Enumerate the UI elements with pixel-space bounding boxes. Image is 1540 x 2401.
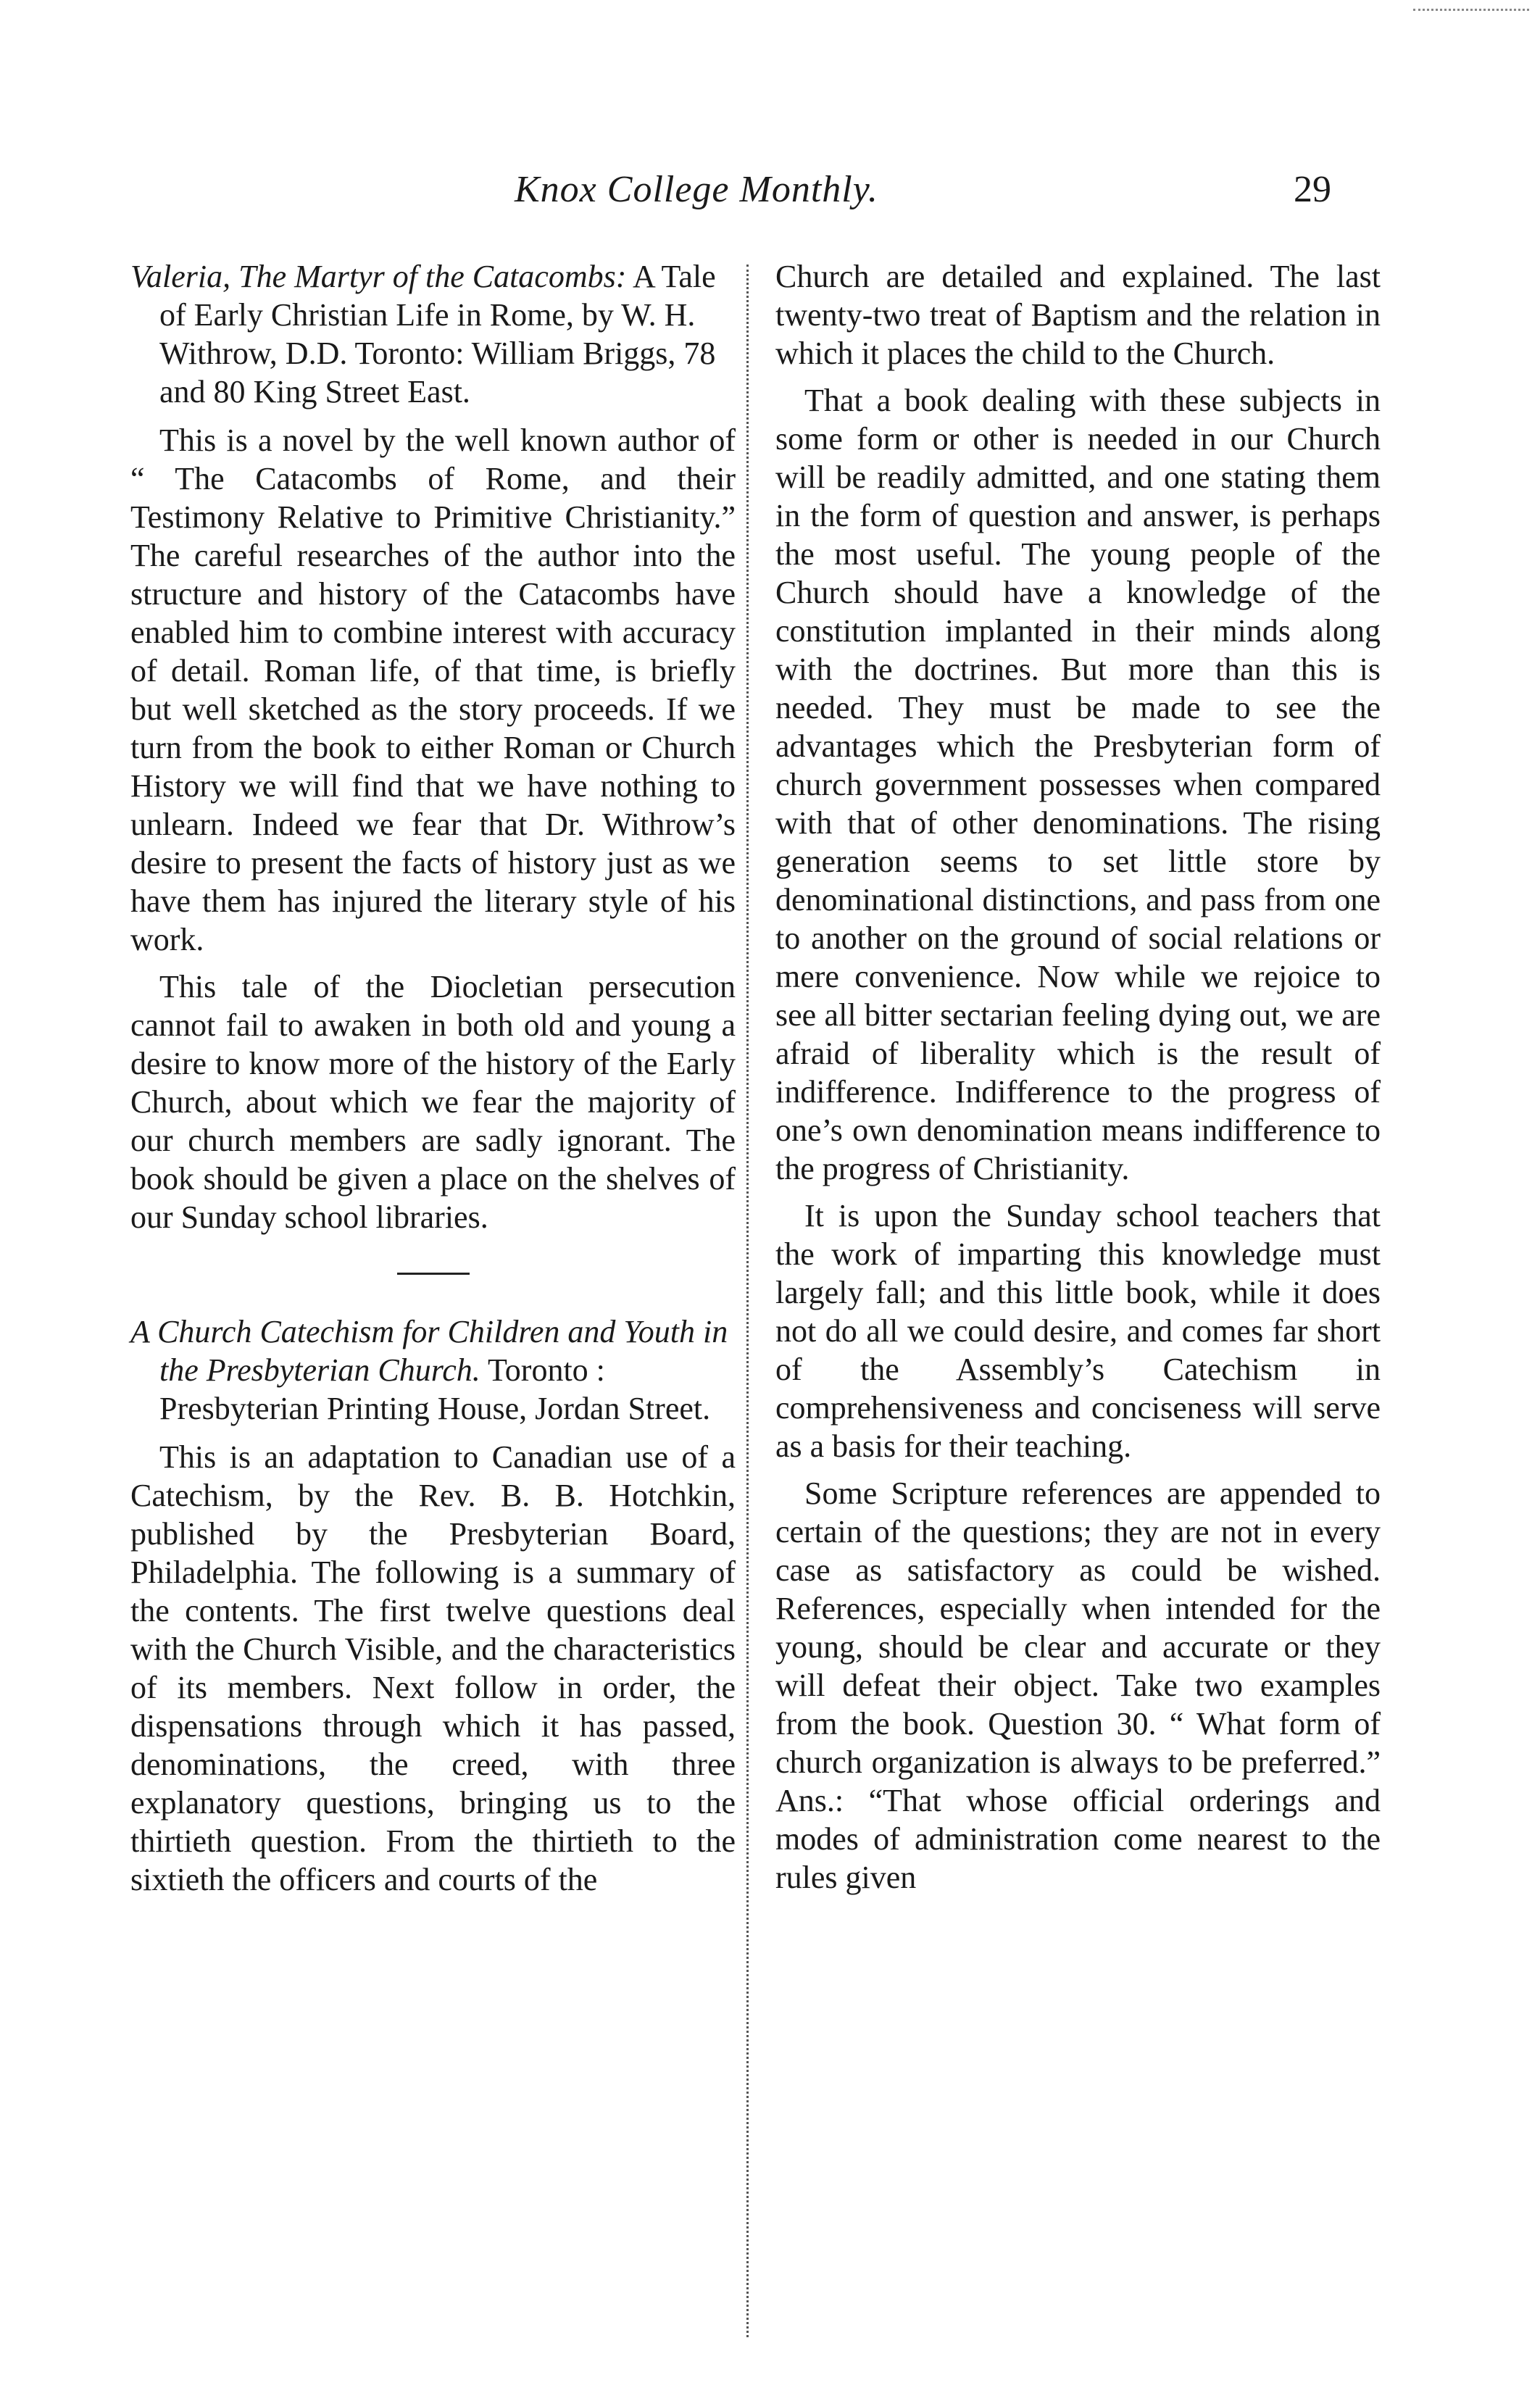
paragraph: This is a novel by the well known author of “ The Catacombs of Rome, and their Testimony Relative to Primitive Christianity.” The careful researches of the author into the structure and history of the Catacombs have enabled him to combine interest with accuracy of detail. Roman life, of that time, is briefly but well sketched as the story proceeds. If we turn from the book to either Roman or Church History we will find that we have nothing to unlearn. Indeed we fear that Dr. Withrow’s desire to present the facts of history just as we have them has injured the literary style of his work. xyxy=(130,423,736,957)
paragraph: This is an adaptation to Canadian use of a Catechism, by the Rev. B. B. Hotchkin, published by the Presbyterian Board, Philadelphia. The following is a summary of the contents. The first twelve questions deal with the Church Visible, and the characteristics of its members. Next follow in order, the dispensations through which it has passed, denominations, the creed, with three explanatory questions, bringing us to the thirtieth question. From the thirtieth to the sixtieth the officers and courts of the xyxy=(130,1439,736,1897)
review-heading-valeria xyxy=(130,257,736,411)
page-number: 29 xyxy=(1294,169,1331,210)
left-column xyxy=(130,257,736,1907)
scan-artifact xyxy=(1413,9,1529,14)
book-details-valeria: A Tale of Early Christian Life in Rome, by W. H. Withrow, D.D. Toronto: William Briggs, 78 and 80 King Street East. xyxy=(159,259,716,409)
section-divider xyxy=(397,1273,470,1275)
running-title: Knox College Monthly. xyxy=(515,169,878,210)
review-heading-catechism xyxy=(130,1312,736,1428)
right-column xyxy=(775,257,1381,1905)
paragraph: This tale of the Diocletian persecution cannot fail to awaken in both old and young a desire to know more of the history of the Early Church, about which we fear the majority of our church members are sadly ignorant. The book should be given a place on the shelves of our Sunday school libraries. xyxy=(130,969,736,1235)
column-divider xyxy=(746,265,749,2337)
book-title-catechism: A Church Catechism for Children and Youth in the Presbyterian Church. xyxy=(130,1314,728,1388)
paragraph: That a book dealing with these subjects in some form or other is needed in our Church will be readily admitted, and one stating them in the form of question and answer, is perhaps the most useful. The young people of the Church should have a knowledge of the constitution implanted in their minds along with the doctrines. But more than this is needed. They must be made to see the advantages which the Presbyterian form of church government possesses when compared with that of other denominations. The rising generation seems to set little store by denominational distinctions, and pass from one to another on the ground of social relations or mere convenience. Now while we rejoice to see all bitter sectarian feeling dying out, we are afraid of liberality which is the result of indifference. Indifference to the progress of one’s own denomination means indifference to the progress of Christianity. xyxy=(775,383,1381,1186)
paragraph: Some Scripture references are appended to certain of the questions; they are not in every case as satisfactory as could be wished. References, especially when intended for the young, should be clear and accurate or they will defeat their object. Take two examples from the book. Question 30. “ What form of church organization is always to be preferred.” Ans.: “That whose official orderings and modes of administration come nearest to the rules given xyxy=(775,1476,1381,1895)
book-title-valeria: Valeria, The Martyr of the Catacombs: xyxy=(130,259,627,294)
paragraph: It is upon the Sunday school teachers that the work of imparting this knowledge must largely fall; and this little book, while it does not do all we could desire, and comes far short of the Assembly’s Catechism in comprehensiveness and conciseness will serve as a basis for their teaching. xyxy=(775,1198,1381,1464)
book-details-catechism: Toronto : Presbyterian Printing House, Jordan Street. xyxy=(159,1352,711,1426)
paragraph-continuation: Church are detailed and explained. The last twenty-two treat of Baptism and the relation in which it places the child to the Church. xyxy=(775,259,1381,371)
